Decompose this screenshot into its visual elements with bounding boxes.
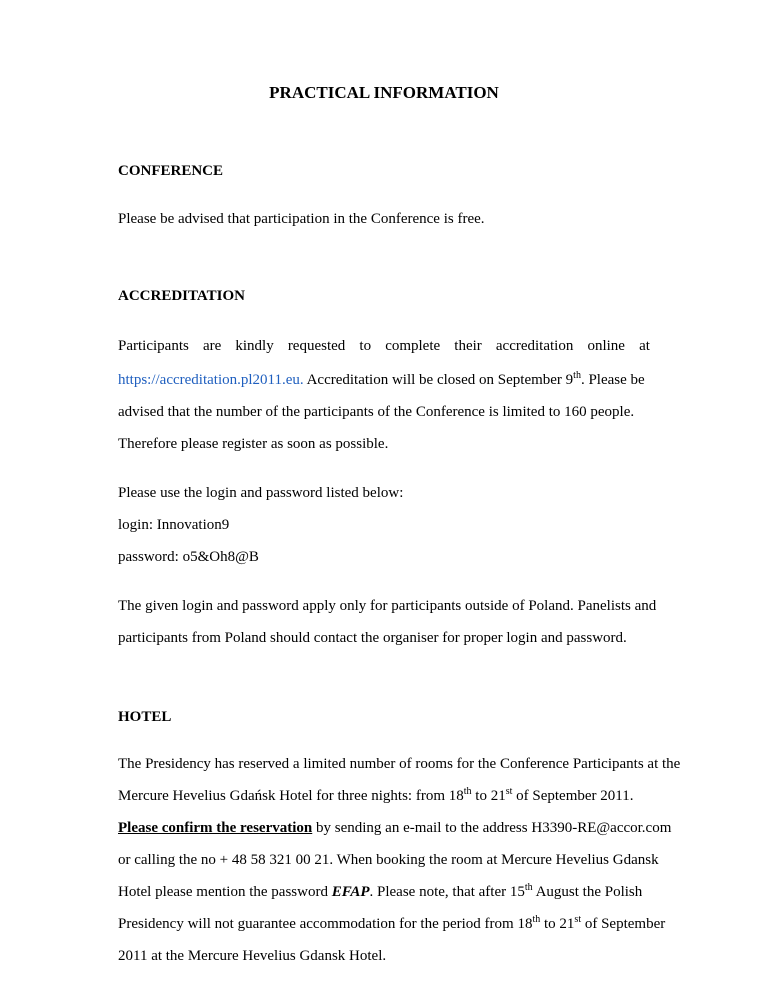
word: to (359, 338, 372, 354)
text-run: . Please note, that after 15 (369, 884, 525, 900)
text-run: to 21 (540, 916, 575, 932)
conference-text: Please be advised that participation in the Conference is free. (118, 211, 485, 227)
login-value: login: Innovation9 (118, 517, 230, 533)
password-value: password: o5&Oh8@B (118, 549, 259, 565)
superscript: th (463, 786, 472, 797)
hotel-line-2 (118, 786, 633, 806)
text-run: of September (581, 916, 666, 932)
word: accreditation (495, 338, 574, 354)
text-run: of September 2011. (512, 788, 634, 804)
hotel-line-6 (118, 914, 665, 934)
accreditation-line-4: Therefore please register as soon as possible. (118, 436, 389, 452)
hotel-password-word: EFAP (331, 884, 370, 900)
text-run: Presidency will not guarantee accommodation for the period from 18 (118, 916, 533, 932)
text-run: Hotel please mention the password (118, 884, 332, 900)
accreditation-line-2 (118, 370, 645, 390)
conference-heading: CONFERENCE (118, 163, 224, 179)
word: Participants (118, 338, 189, 354)
accreditation-link[interactable]: https://accreditation.pl2011.eu. (118, 372, 304, 388)
hotel-line-1: The Presidency has reserved a limited number of rooms for the Conference Participants at the (118, 756, 681, 772)
page-title: PRACTICAL INFORMATION (269, 83, 499, 102)
text-run: Accreditation will be closed on September 9 (303, 372, 574, 388)
word: online (587, 338, 625, 354)
note-line-1: The given login and password apply only for participants outside of Poland. Panelists and (118, 598, 657, 614)
accreditation-heading: ACCREDITATION (118, 288, 245, 304)
superscript: st (505, 786, 513, 797)
superscript: th (532, 914, 541, 925)
word: kindly (235, 338, 274, 354)
text-run: Mercure Hevelius Gdańsk Hotel for three nights: from 18 (118, 788, 464, 804)
word: requested (287, 338, 346, 354)
note-line-2: participants from Poland should contact the organiser for proper login and password. (118, 630, 627, 646)
hotel-heading: HOTEL (118, 709, 172, 725)
text-run: to 21 (471, 788, 506, 804)
superscript: th (573, 370, 581, 381)
confirm-reservation-emphasis: Please confirm the reservation (118, 820, 313, 836)
accreditation-line-1 (118, 336, 650, 356)
superscript: th (524, 882, 533, 893)
text-run: . Please be (580, 372, 645, 388)
superscript: st (574, 914, 582, 925)
word: are (202, 338, 222, 354)
word: at (639, 338, 650, 354)
hotel-line-4: or calling the no + 48 58 321 00 21. When booking the room at Mercure Hevelius Gdansk (118, 852, 659, 868)
word: their (454, 338, 482, 354)
accreditation-line-3: advised that the number of the participants of the Conference is limited to 160 people. (118, 404, 635, 420)
text-run: August the Polish (532, 884, 643, 900)
hotel-line-7: 2011 at the Mercure Hevelius Gdansk Hotel. (118, 948, 387, 964)
text-run: by sending an e-mail to the address H3390-RE@accor.com (312, 820, 672, 836)
login-intro: Please use the login and password listed below: (118, 485, 404, 501)
hotel-line-3 (118, 818, 671, 838)
word: complete (385, 338, 441, 354)
hotel-line-5 (118, 882, 642, 902)
